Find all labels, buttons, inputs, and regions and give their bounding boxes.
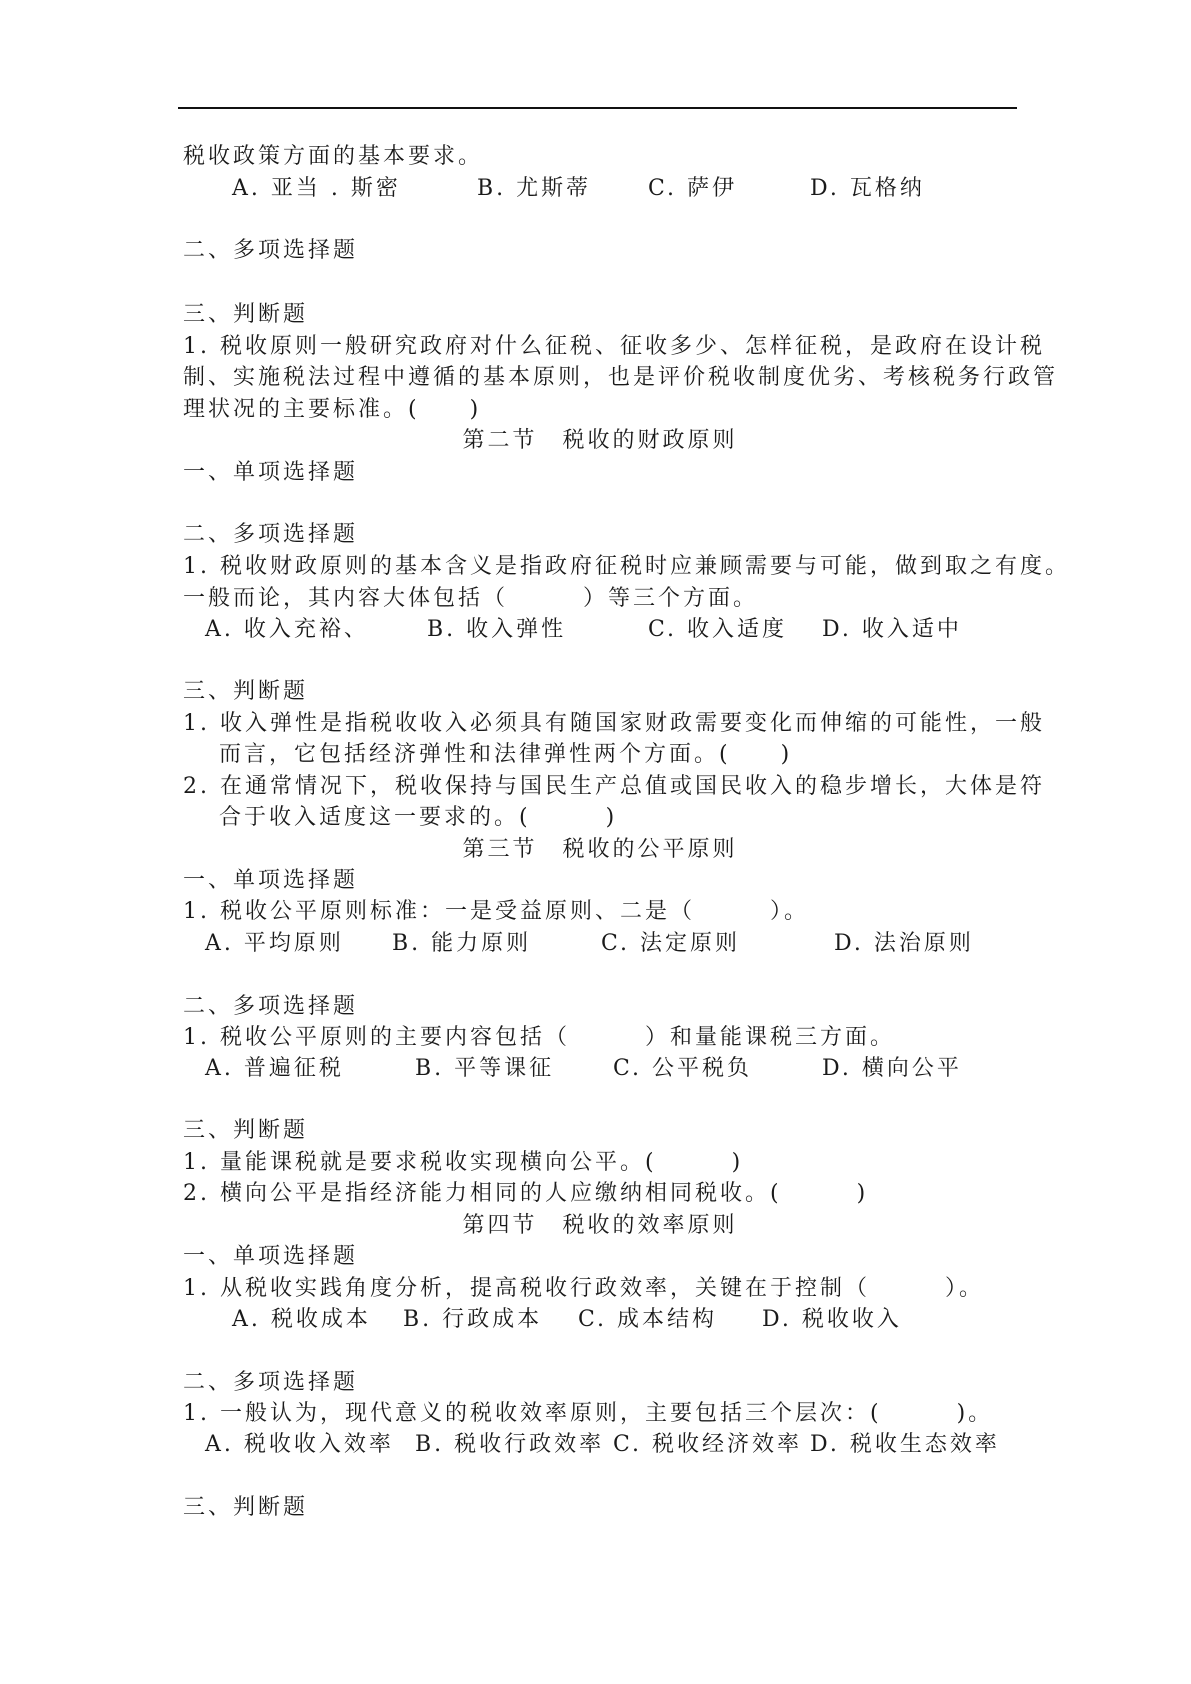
option-c: C. 公平税负 bbox=[613, 1056, 753, 1081]
section-heading: 二、多项选择题 bbox=[183, 238, 359, 263]
option-d: D. 横向公平 bbox=[822, 1056, 962, 1081]
section-heading: 三、判断题 bbox=[183, 302, 309, 327]
question-line: 1. 一般认为，现代意义的税收效率原则，主要包括三个层次：( )。 bbox=[183, 1401, 994, 1426]
question-line: 1. 税收公平原则的主要内容包括（ ）和量能课税三方面。 bbox=[183, 1025, 895, 1050]
option-a: A. 收入充裕、 bbox=[205, 617, 369, 642]
question-line: 1. 从税收实践角度分析，提高税收行政效率，关键在于控制（ ）。 bbox=[183, 1276, 984, 1301]
option-b: B. 行政成本 bbox=[403, 1307, 543, 1332]
option-b: B. 能力原则 bbox=[392, 931, 532, 956]
chapter-section-title: 第三节 税收的公平原则 bbox=[462, 837, 738, 862]
header-rule bbox=[178, 107, 1017, 109]
option-a: A. 亚当 . 斯密 bbox=[232, 176, 401, 201]
option-a: A. 税收成本 bbox=[232, 1307, 371, 1332]
section-heading: 三、判断题 bbox=[183, 1495, 309, 1520]
question-line: 1. 税收公平原则标准：一是受益原则、二是（ ）。 bbox=[183, 899, 809, 924]
option-b: B. 税收行政效率 bbox=[415, 1432, 605, 1457]
option-a: A. 平均原则 bbox=[205, 931, 344, 956]
question-line: 1. 税收财政原则的基本含义是指政府征税时应兼顾需要与可能，做到取之有度。 bbox=[183, 554, 1070, 579]
option-c: C. 法定原则 bbox=[601, 931, 741, 956]
option-a: A. 普遍征税 bbox=[205, 1056, 344, 1081]
option-d: D. 税收生态效率 bbox=[810, 1432, 1000, 1457]
option-d: D. 瓦格纳 bbox=[810, 176, 925, 201]
question-line: 2. 在通常情况下，税收保持与国民生产总值或国民收入的稳步增长，大体是符 bbox=[183, 774, 1045, 799]
question-line: 合于收入适度这一要求的。( ) bbox=[219, 805, 618, 830]
option-d: D. 税收收入 bbox=[762, 1307, 902, 1332]
chapter-section-title: 第四节 税收的效率原则 bbox=[462, 1213, 738, 1238]
question-line: 一般而论，其内容大体包括（ ）等三个方面。 bbox=[183, 586, 759, 611]
question-line: 理状况的主要标准。( ) bbox=[183, 397, 482, 422]
option-d: D. 收入适中 bbox=[822, 617, 962, 642]
question-line: 而言，它包括经济弹性和法律弹性两个方面。( ) bbox=[219, 742, 793, 767]
question-line: 1. 量能课税就是要求税收实现横向公平。( ) bbox=[183, 1150, 744, 1175]
question-line: 1. 税收原则一般研究政府对什么征税、征收多少、怎样征税，是政府在设计税 bbox=[183, 334, 1045, 359]
option-b: B. 收入弹性 bbox=[427, 617, 567, 642]
text-line: 税收政策方面的基本要求。 bbox=[183, 144, 484, 169]
option-c: C. 税收经济效率 bbox=[613, 1432, 803, 1457]
option-b: B. 尤斯蒂 bbox=[477, 176, 592, 201]
section-heading: 二、多项选择题 bbox=[183, 994, 359, 1019]
option-a: A. 税收收入效率 bbox=[205, 1432, 394, 1457]
question-line: 制、实施税法过程中遵循的基本原则，也是评价税收制度优劣、考核税务行政管 bbox=[183, 365, 1059, 390]
option-c: C. 成本结构 bbox=[578, 1307, 718, 1332]
section-heading: 二、多项选择题 bbox=[183, 522, 359, 547]
option-c: C. 收入适度 bbox=[648, 617, 788, 642]
section-heading: 一、单项选择题 bbox=[183, 868, 359, 893]
section-heading: 二、多项选择题 bbox=[183, 1370, 359, 1395]
chapter-section-title: 第二节 税收的财政原则 bbox=[462, 428, 738, 453]
question-line: 1. 收入弹性是指税收收入必须具有随国家财政需要变化而伸缩的可能性，一般 bbox=[183, 711, 1045, 736]
option-c: C. 萨伊 bbox=[648, 176, 738, 201]
option-d: D. 法治原则 bbox=[834, 931, 974, 956]
option-b: B. 平等课征 bbox=[415, 1056, 555, 1081]
section-heading: 一、单项选择题 bbox=[183, 1244, 359, 1269]
section-heading: 一、单项选择题 bbox=[183, 460, 359, 485]
section-heading: 三、判断题 bbox=[183, 679, 309, 704]
question-line: 2. 横向公平是指经济能力相同的人应缴纳相同税收。( ) bbox=[183, 1181, 869, 1206]
section-heading: 三、判断题 bbox=[183, 1118, 309, 1143]
